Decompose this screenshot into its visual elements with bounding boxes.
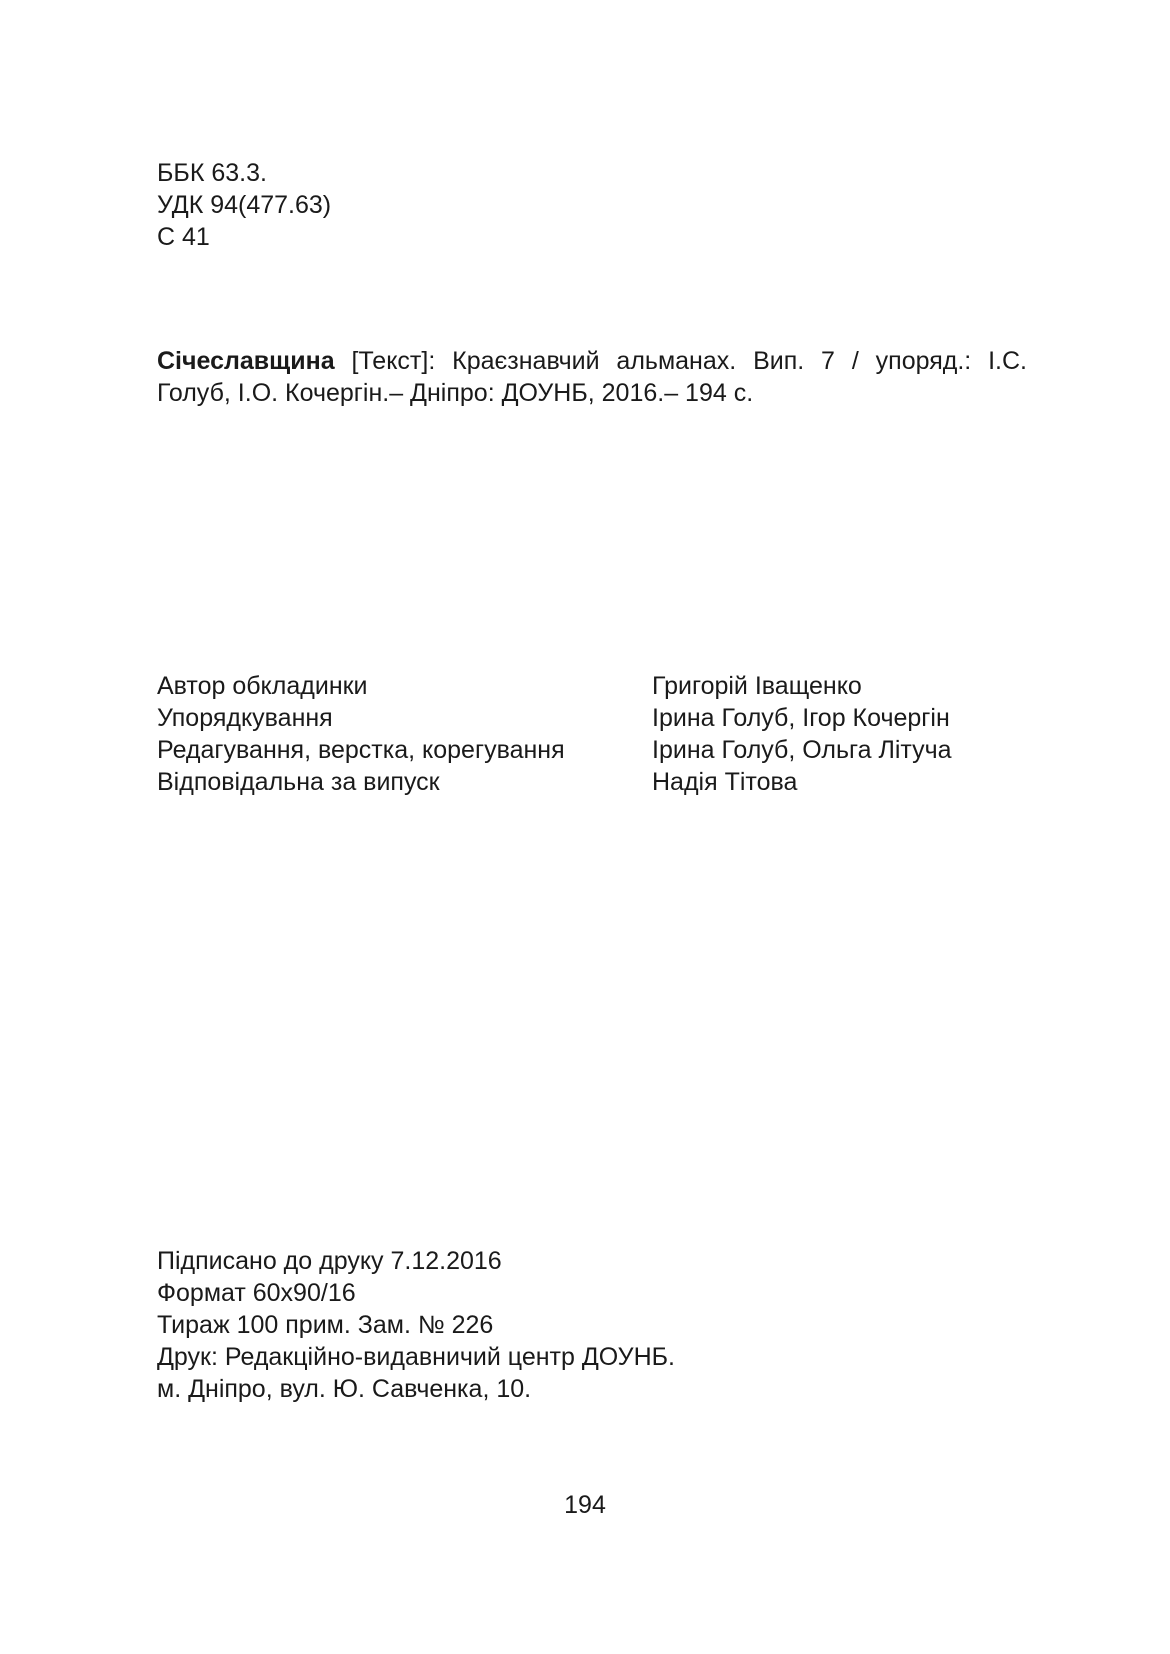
credit-role: Упорядкування bbox=[157, 704, 333, 732]
credits-table bbox=[157, 670, 1027, 798]
bibliographic-record bbox=[157, 345, 1027, 409]
udk-code: УДК 94(477.63) bbox=[157, 191, 332, 219]
bbk-code: ББК 63.3. bbox=[157, 159, 267, 187]
credit-name: Ірина Голуб, Ігор Кочергін bbox=[652, 704, 950, 732]
credit-role: Відповідальна за випуск bbox=[157, 768, 440, 796]
classification-block bbox=[157, 157, 331, 253]
page-number: 194 bbox=[564, 1491, 606, 1519]
credit-name: Григорій Іващенко bbox=[652, 672, 862, 700]
format: Формат 60х90/16 bbox=[157, 1279, 356, 1307]
credit-name: Ірина Голуб, Ольга Літуча bbox=[652, 736, 952, 764]
credit-row bbox=[157, 670, 1027, 702]
imprint-block bbox=[157, 1245, 675, 1405]
signed-to-print: Підписано до друку 7.12.2016 bbox=[157, 1247, 502, 1275]
address: м. Дніпро, вул. Ю. Савченка, 10. bbox=[157, 1375, 532, 1403]
credit-row bbox=[157, 702, 1027, 734]
credit-role: Редагування, верстка, корегування bbox=[157, 736, 565, 764]
circulation: Тираж 100 прим. Зам. № 226 bbox=[157, 1311, 494, 1339]
credit-row bbox=[157, 766, 1027, 798]
credit-name: Надія Тітова bbox=[652, 768, 798, 796]
credit-role: Автор обкладинки bbox=[157, 672, 368, 700]
bibliographic-description: [Текст]: Краєзнавчий альманах. Вип. 7 / упоряд.: І.С. Голуб, І.О. Кочергін.– Дніпро: ДОУНБ, 2016.– 194 с. bbox=[157, 347, 1027, 407]
author-mark: С 41 bbox=[157, 223, 210, 251]
printer: Друк: Редакційно-видавничий центр ДОУНБ. bbox=[157, 1343, 675, 1371]
book-title: Січеславщина bbox=[157, 347, 335, 375]
credit-row bbox=[157, 734, 1027, 766]
